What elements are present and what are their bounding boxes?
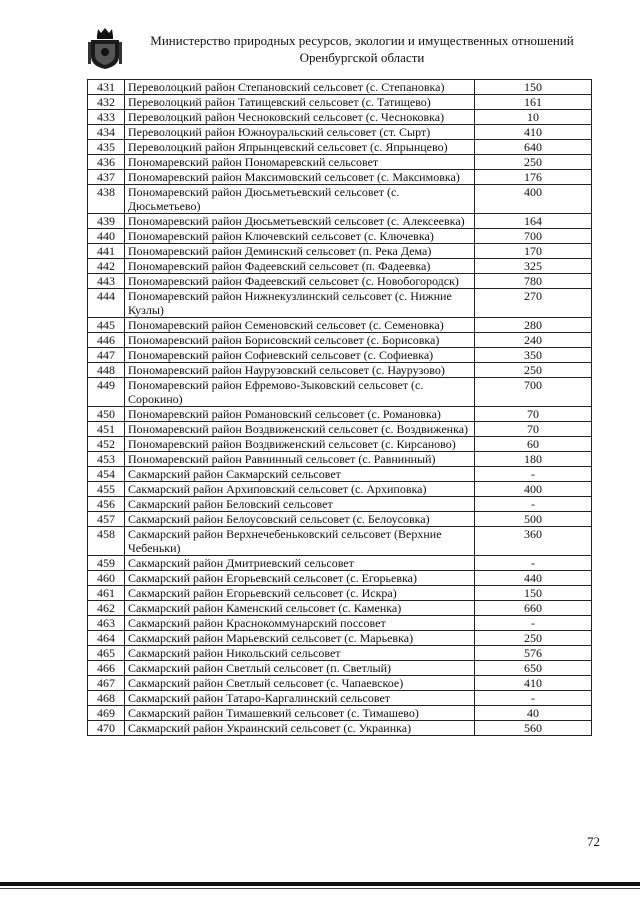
table-row xyxy=(88,676,592,691)
table-row xyxy=(88,170,592,185)
row-value: 325 xyxy=(475,259,592,274)
row-value: 400 xyxy=(475,185,592,214)
table-row xyxy=(88,214,592,229)
row-name: Пономаревский район Равнинный сельсовет (с. Равнинный) xyxy=(125,452,475,467)
row-name: Сакмарский район Краснокоммунарский поссовет xyxy=(125,616,475,631)
row-value: 650 xyxy=(475,661,592,676)
row-name: Пономаревский район Ключевский сельсовет (с. Ключевка) xyxy=(125,229,475,244)
table-row xyxy=(88,407,592,422)
table-row xyxy=(88,527,592,556)
row-name: Пономаревский район Софиевский сельсовет (с. Софиевка) xyxy=(125,348,475,363)
row-name: Сакмарский район Каменский сельсовет (с. Каменка) xyxy=(125,601,475,616)
org-line-2: Оренбургской области xyxy=(299,50,425,65)
table-row xyxy=(88,437,592,452)
row-name: Сакмарский район Белоусовский сельсовет (с. Белоусовка) xyxy=(125,512,475,527)
row-value: 150 xyxy=(475,80,592,95)
row-number: 445 xyxy=(88,318,125,333)
row-value: 161 xyxy=(475,95,592,110)
row-value: 250 xyxy=(475,631,592,646)
row-number: 439 xyxy=(88,214,125,229)
row-value: 150 xyxy=(475,586,592,601)
row-value: 40 xyxy=(475,706,592,721)
table-row xyxy=(88,661,592,676)
row-number: 455 xyxy=(88,482,125,497)
row-number: 447 xyxy=(88,348,125,363)
row-value: 164 xyxy=(475,214,592,229)
table-row xyxy=(88,155,592,170)
table-row xyxy=(88,140,592,155)
row-value: - xyxy=(475,556,592,571)
row-value: 10 xyxy=(475,110,592,125)
row-name: Сакмарский район Тимашевкий сельсовет (с. Тимашево) xyxy=(125,706,475,721)
row-name: Пономаревский район Воздвиженский сельсовет (с. Кирсаново) xyxy=(125,437,475,452)
row-value: 270 xyxy=(475,289,592,318)
row-value: - xyxy=(475,616,592,631)
row-value: 440 xyxy=(475,571,592,586)
row-value: 500 xyxy=(475,512,592,527)
table-row xyxy=(88,646,592,661)
table-row xyxy=(88,289,592,318)
table-row xyxy=(88,80,592,95)
row-number: 458 xyxy=(88,527,125,556)
row-name: Сакмарский район Марьевский сельсовет (с. Марьевка) xyxy=(125,631,475,646)
table-row xyxy=(88,95,592,110)
row-name: Сакмарский район Светлый сельсовет (п. Светлый) xyxy=(125,661,475,676)
row-value: 780 xyxy=(475,274,592,289)
row-number: 459 xyxy=(88,556,125,571)
row-value: 280 xyxy=(475,318,592,333)
row-name: Сакмарский район Верхнечебеньковский сельсовет (Верхние Чебеньки) xyxy=(125,527,475,556)
row-name: Переволоцкий район Чесноковский сельсовет (с. Чесноковка) xyxy=(125,110,475,125)
row-value: - xyxy=(475,497,592,512)
row-name: Пономаревский район Семеновский сельсовет (с. Семеновка) xyxy=(125,318,475,333)
row-number: 436 xyxy=(88,155,125,170)
row-value: - xyxy=(475,467,592,482)
table-row xyxy=(88,363,592,378)
row-number: 432 xyxy=(88,95,125,110)
row-name: Переволоцкий район Степановский сельсовет (с. Степановка) xyxy=(125,80,475,95)
row-name: Пономаревский район Ефремово-Зыковский сельсовет (с. Сорокино) xyxy=(125,378,475,407)
table-row xyxy=(88,691,592,706)
row-number: 441 xyxy=(88,244,125,259)
table-row xyxy=(88,586,592,601)
row-name: Пономаревский район Нижнекузлинский сельсовет (с. Нижние Кузлы) xyxy=(125,289,475,318)
row-name: Сакмарский район Татаро-Каргалинский сельсовет xyxy=(125,691,475,706)
row-name: Пономаревский район Воздвиженский сельсовет (с. Воздвиженка) xyxy=(125,422,475,437)
row-name: Сакмарский район Архиповский сельсовет (с. Архиповка) xyxy=(125,482,475,497)
table-row xyxy=(88,631,592,646)
table-row xyxy=(88,497,592,512)
row-number: 464 xyxy=(88,631,125,646)
row-number: 442 xyxy=(88,259,125,274)
row-number: 465 xyxy=(88,646,125,661)
row-number: 452 xyxy=(88,437,125,452)
row-value: 180 xyxy=(475,452,592,467)
table-row xyxy=(88,318,592,333)
row-number: 433 xyxy=(88,110,125,125)
row-number: 461 xyxy=(88,586,125,601)
table-row xyxy=(88,185,592,214)
row-value: 700 xyxy=(475,378,592,407)
page-number: 72 xyxy=(587,834,600,849)
row-number: 463 xyxy=(88,616,125,631)
table-row xyxy=(88,721,592,736)
document-header xyxy=(80,26,600,74)
row-name: Пономаревский район Пономаревский сельсовет xyxy=(125,155,475,170)
row-name: Пономаревский район Дюсьметьевский сельсовет (с. Алексеевка) xyxy=(125,214,475,229)
row-number: 469 xyxy=(88,706,125,721)
row-name: Переволоцкий район Татищевский сельсовет (с. Татищево) xyxy=(125,95,475,110)
row-number: 470 xyxy=(88,721,125,736)
row-number: 448 xyxy=(88,363,125,378)
table-row xyxy=(88,244,592,259)
row-number: 468 xyxy=(88,691,125,706)
row-number: 440 xyxy=(88,229,125,244)
table-row xyxy=(88,125,592,140)
row-number: 444 xyxy=(88,289,125,318)
table-row xyxy=(88,348,592,363)
coat-of-arms-icon xyxy=(88,26,122,70)
table-row xyxy=(88,259,592,274)
row-name: Сакмарский район Дмитриевский сельсовет xyxy=(125,556,475,571)
row-value: 250 xyxy=(475,155,592,170)
row-number: 460 xyxy=(88,571,125,586)
table-row xyxy=(88,571,592,586)
row-value: - xyxy=(475,691,592,706)
row-name: Сакмарский район Светлый сельсовет (с. Чапаевское) xyxy=(125,676,475,691)
row-name: Переволоцкий район Япрынцевский сельсовет (с. Япрынцево) xyxy=(125,140,475,155)
row-name: Пономаревский район Наурузовский сельсовет (с. Наурузово) xyxy=(125,363,475,378)
row-name: Пономаревский район Борисовский сельсовет (с. Борисовка) xyxy=(125,333,475,348)
table-row xyxy=(88,467,592,482)
row-value: 240 xyxy=(475,333,592,348)
row-name: Пономаревский район Дюсьметьевский сельсовет (с. Дюсьметьево) xyxy=(125,185,475,214)
row-number: 435 xyxy=(88,140,125,155)
row-number: 462 xyxy=(88,601,125,616)
row-name: Сакмарский район Сакмарский сельсовет xyxy=(125,467,475,482)
row-number: 453 xyxy=(88,452,125,467)
row-value: 60 xyxy=(475,437,592,452)
row-number: 446 xyxy=(88,333,125,348)
row-value: 400 xyxy=(475,482,592,497)
row-number: 450 xyxy=(88,407,125,422)
table-row xyxy=(88,452,592,467)
row-number: 456 xyxy=(88,497,125,512)
row-value: 70 xyxy=(475,407,592,422)
row-number: 454 xyxy=(88,467,125,482)
row-number: 457 xyxy=(88,512,125,527)
table-row xyxy=(88,274,592,289)
row-name: Сакмарский район Егорьевский сельсовет (с. Искра) xyxy=(125,586,475,601)
table-row xyxy=(88,110,592,125)
table-row xyxy=(88,482,592,497)
org-line-1: Министерство природных ресурсов, экологии и имущественных отношений xyxy=(150,33,574,48)
row-number: 438 xyxy=(88,185,125,214)
table-row xyxy=(88,333,592,348)
row-value: 350 xyxy=(475,348,592,363)
row-value: 360 xyxy=(475,527,592,556)
row-value: 410 xyxy=(475,125,592,140)
row-name: Пономаревский район Фадеевский сельсовет (п. Фадеевка) xyxy=(125,259,475,274)
row-name: Пономаревский район Фадеевский сельсовет (с. Новобогородск) xyxy=(125,274,475,289)
table-row xyxy=(88,512,592,527)
footer-rule xyxy=(0,882,640,886)
row-number: 451 xyxy=(88,422,125,437)
row-name: Переволоцкий район Южноуральский сельсовет (ст. Сырт) xyxy=(125,125,475,140)
row-number: 431 xyxy=(88,80,125,95)
registry-table xyxy=(87,79,592,736)
row-number: 443 xyxy=(88,274,125,289)
row-value: 700 xyxy=(475,229,592,244)
row-number: 466 xyxy=(88,661,125,676)
row-number: 449 xyxy=(88,378,125,407)
table-row xyxy=(88,706,592,721)
row-value: 250 xyxy=(475,363,592,378)
row-name: Сакмарский район Никольский сельсовет xyxy=(125,646,475,661)
row-value: 410 xyxy=(475,676,592,691)
row-number: 467 xyxy=(88,676,125,691)
row-value: 70 xyxy=(475,422,592,437)
table-row xyxy=(88,601,592,616)
row-name: Сакмарский район Украинский сельсовет (с. Украинка) xyxy=(125,721,475,736)
footer-rule-thin xyxy=(0,888,640,889)
row-value: 170 xyxy=(475,244,592,259)
table-row xyxy=(88,556,592,571)
row-name: Сакмарский район Егорьевский сельсовет (с. Егорьевка) xyxy=(125,571,475,586)
row-value: 176 xyxy=(475,170,592,185)
row-value: 640 xyxy=(475,140,592,155)
table-row xyxy=(88,616,592,631)
table-row xyxy=(88,378,592,407)
organization-name xyxy=(132,32,592,66)
row-value: 576 xyxy=(475,646,592,661)
row-number: 437 xyxy=(88,170,125,185)
row-name: Пономаревский район Романовский сельсовет (с. Романовка) xyxy=(125,407,475,422)
row-value: 660 xyxy=(475,601,592,616)
row-name: Пономаревский район Максимовский сельсовет (с. Максимовка) xyxy=(125,170,475,185)
row-value: 560 xyxy=(475,721,592,736)
row-name: Сакмарский район Беловский сельсовет xyxy=(125,497,475,512)
row-name: Пономаревский район Деминский сельсовет (п. Река Дема) xyxy=(125,244,475,259)
table-row xyxy=(88,422,592,437)
table-row xyxy=(88,229,592,244)
row-number: 434 xyxy=(88,125,125,140)
